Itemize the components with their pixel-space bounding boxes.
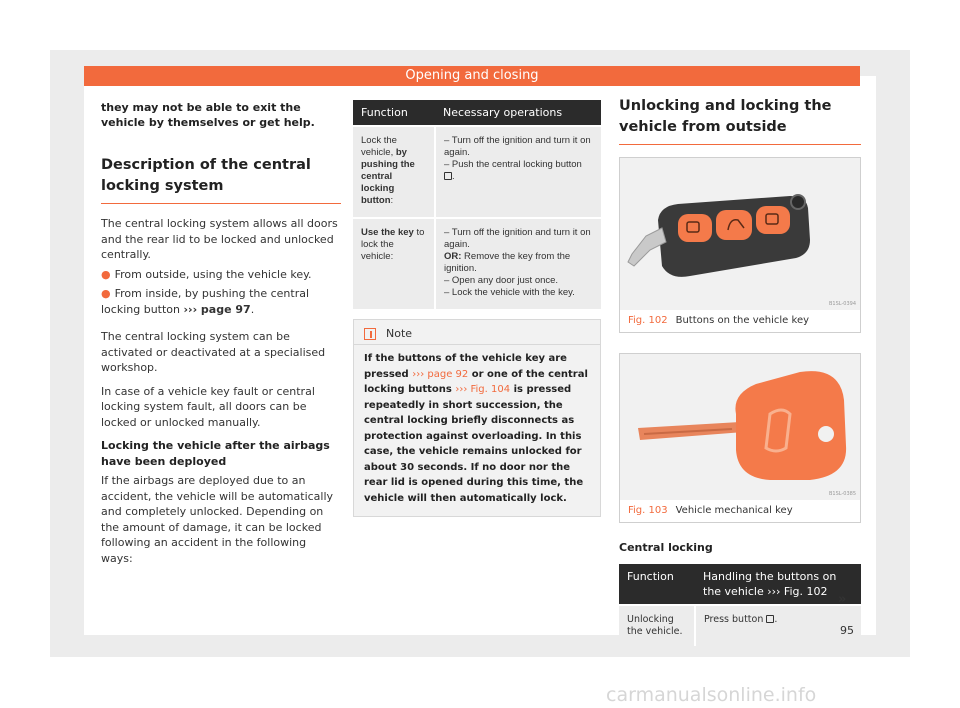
airbags-text: If the airbags are deployed due to an accident, the vehicle will be automatically and completely unlocked. Depending on the amount of damage, it can be locked following an accident in the following ways: — [101, 474, 334, 565]
page-92-link[interactable]: ››› page 92 — [412, 368, 469, 380]
remote-key-illustration — [620, 158, 860, 310]
fig-104-link[interactable]: ››› Fig. 104 — [455, 384, 511, 395]
note-text: If the buttons of the vehicle key are pressed ››› page 92 or one of the central locking buttons ››› Fig. 104 is pressed repeatedly in short succession, the central locking briefly disconnects as protection against overloading. In this case, the vehicle remains unlocked for about 30 seconds. If no door nor the rear lid is opened during this time, the vehicle will then automatically lock. — [364, 353, 588, 504]
section-header: Opening and closing — [84, 66, 860, 86]
info-icon — [364, 328, 376, 340]
note-box — [353, 319, 601, 517]
bullet-dot-icon: ● — [101, 287, 111, 300]
table-row — [619, 605, 861, 646]
continue-marker: » — [838, 592, 847, 607]
table-cell: Unlocking the vehicle. — [619, 605, 695, 646]
table-row — [353, 218, 601, 309]
table-header-function: Function — [353, 100, 435, 126]
central-locking-title: Central locking — [619, 541, 713, 554]
bullet-inside: ● From inside, by pushing the central locking button ››› page 97. — [101, 287, 310, 316]
watermark: carmanualsonline.info — [606, 684, 817, 706]
airbags-subheading: Locking the vehicle after the airbags have been deployed — [101, 439, 330, 468]
unlock-icon — [766, 615, 774, 623]
workshop-text: The central locking system can be activated or deactivated at a specialised workshop. — [101, 330, 326, 374]
table-cell: – Turn off the ignition and turn it on again. OR: Remove the key from the ignition. – Open any door just once. – Lock the vehicle with the key. — [435, 218, 601, 309]
note-header — [354, 320, 600, 345]
table-header-handling: Handling the buttons on the vehicle ››› Fig. 102 — [695, 564, 861, 605]
intro-text: they may not be able to exit the vehicle by themselves or get help. — [101, 101, 315, 129]
table-cell: Press button . — [695, 605, 861, 646]
figure-102 — [619, 157, 861, 333]
table-header-operations: Necessary operations — [435, 100, 601, 126]
figure-103-caption: Fig. 103 Vehicle mechanical key — [628, 505, 793, 516]
figure-102-caption: Fig. 102 Buttons on the vehicle key — [628, 315, 810, 326]
page-number: 95 — [840, 624, 854, 637]
buttons-table — [619, 564, 861, 646]
mechanical-key-illustration — [620, 354, 860, 500]
central-locking-description: The central locking system allows all doors and the rear lid to be locked and unlocked centrally. — [101, 217, 338, 261]
figure-code: B1SL-0385 — [828, 491, 856, 497]
operations-table — [353, 100, 601, 309]
vehicle-key-image — [620, 158, 860, 310]
left-column — [101, 100, 341, 566]
central-locking-heading: Description of the central locking system — [101, 155, 341, 204]
table-cell: Use the key to lock the vehicle: — [353, 218, 435, 309]
figure-code: B1SL-0394 — [828, 301, 856, 307]
page-97-link[interactable]: ››› page 97 — [183, 302, 251, 316]
table-cell: Lock the vehicle, by pushing the central locking button: — [353, 126, 435, 218]
bullet-dot-icon: ● — [101, 267, 111, 281]
unlocking-heading: Unlocking and locking the vehicle from outside — [619, 96, 861, 145]
lock-icon — [444, 172, 452, 180]
table-header-function: Function — [619, 564, 695, 605]
table-row — [353, 126, 601, 218]
table-cell: – Turn off the ignition and turn it on again. – Push the central locking button . — [435, 126, 601, 218]
mechanical-key-image — [620, 354, 860, 500]
bullet-outside: ● From outside, using the vehicle key. — [101, 267, 312, 281]
middle-column — [353, 100, 601, 517]
fault-text: In case of a vehicle key fault or central locking system fault, all doors can be locked or unlocked manually. — [101, 384, 315, 429]
note-title: Note — [386, 327, 413, 340]
figure-103 — [619, 353, 861, 523]
right-column — [619, 96, 861, 646]
